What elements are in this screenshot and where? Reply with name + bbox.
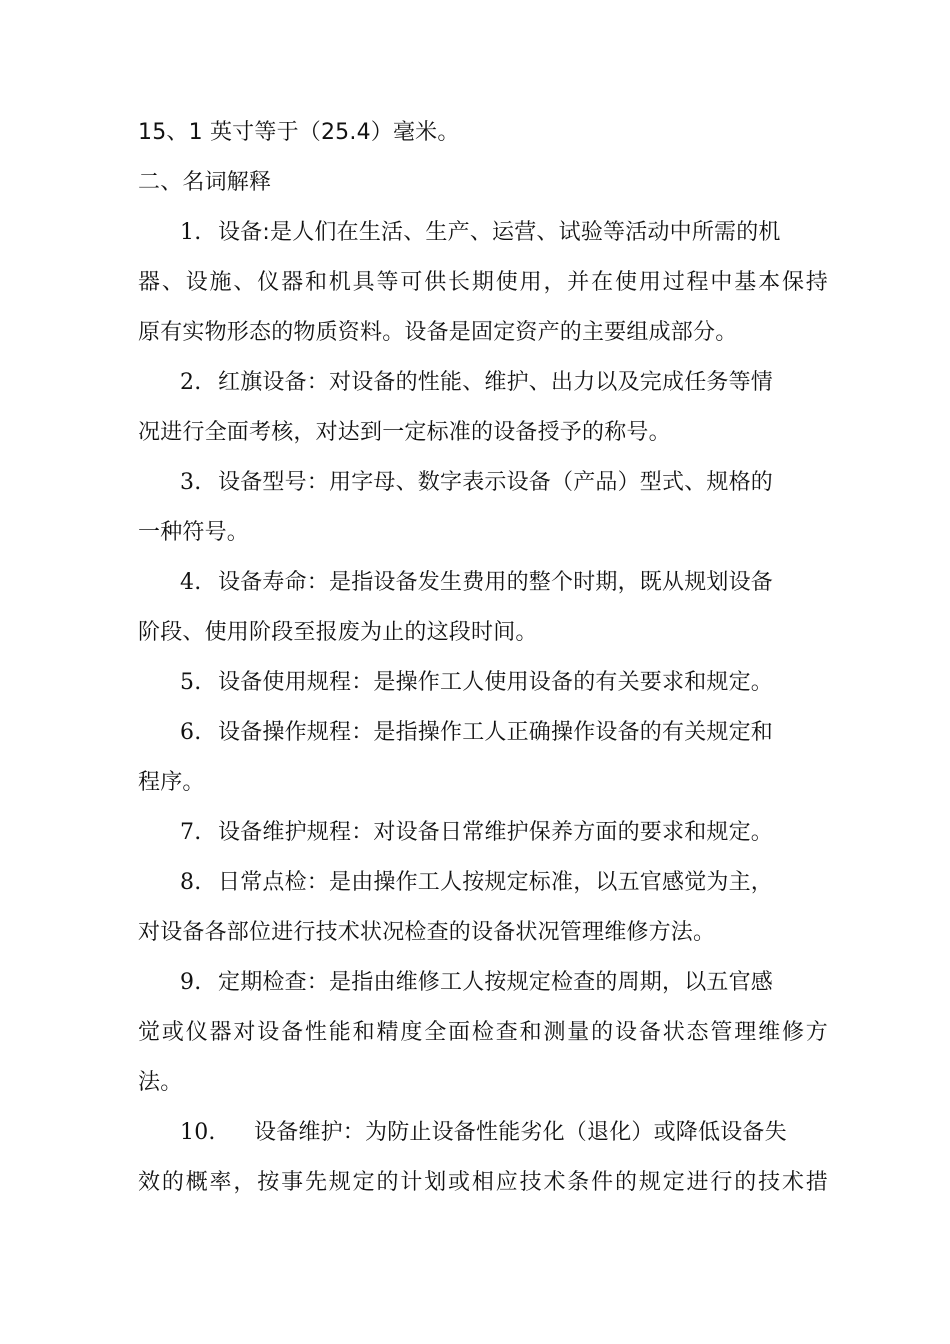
- section-title: 二、名词解释: [138, 170, 272, 195]
- term-4-line-1: [180, 568, 870, 598]
- term-3-text: 设备型号：用字母、数字表示设备（产品）型式、规格的: [218, 470, 774, 495]
- term-1-number: 1.: [180, 220, 202, 245]
- term-3-line-2: 一种符号。: [138, 520, 250, 545]
- term-9-line-1: [180, 968, 870, 998]
- term-9-line-3: 法。: [138, 1070, 183, 1095]
- item-15-text: 15、1 英寸等于（25.4）毫米。: [138, 120, 460, 145]
- term-4-text: 设备寿命：是指设备发生费用的整个时期，既从规划设备: [218, 570, 774, 595]
- term-1-text: 设备:是人们在生活、生产、运营、试验等活动中所需的机: [218, 220, 781, 245]
- term-10-text: 设备维护：为防止设备性能劣化（退化）或降低设备失: [254, 1120, 787, 1145]
- term-8-number: 8.: [180, 870, 202, 895]
- term-2-text: 红旗设备：对设备的性能、维护、出力以及完成任务等情: [218, 370, 774, 395]
- term-6-number: 6.: [180, 720, 202, 745]
- term-3-line-1: [180, 468, 870, 498]
- term-4-line-2: 阶段、使用阶段至报废为止的这段时间。: [138, 620, 538, 645]
- term-8-line-2: 对设备各部位进行技术状况检查的设备状况管理维修方法。: [138, 920, 716, 945]
- term-10-line-1: [180, 1118, 870, 1148]
- term-9-line-2: 觉或仪器对设备性能和精度全面检查和测量的设备状态管理维修方: [138, 1020, 828, 1045]
- term-5-line-1: [180, 668, 870, 698]
- term-3-number: 3.: [180, 470, 202, 495]
- term-2-line-1: [180, 368, 870, 398]
- term-5-number: 5.: [180, 670, 202, 695]
- term-10-line-2: 效的概率，按事先规定的计划或相应技术条件的规定进行的技术措: [138, 1170, 828, 1195]
- term-1-line-2: 器、设施、仪器和机具等可供长期使用，并在使用过程中基本保持: [138, 270, 828, 295]
- term-7-line-1: [180, 818, 870, 848]
- term-8-line-1: [180, 868, 870, 898]
- term-6-line-2: 程序。: [138, 770, 205, 795]
- term-9-number: 9.: [180, 970, 202, 995]
- term-7-text: 设备维护规程：对设备日常维护保养方面的要求和规定。: [218, 820, 774, 845]
- term-8-text: 日常点检：是由操作工人按规定标准，以五官感觉为主，: [218, 870, 774, 895]
- term-4-number: 4.: [180, 570, 202, 595]
- term-2-line-2: 况进行全面考核，对达到一定标准的设备授予的称号。: [138, 420, 671, 445]
- term-6-text: 设备操作规程：是指操作工人正确操作设备的有关规定和: [218, 720, 774, 745]
- term-7-number: 7.: [180, 820, 202, 845]
- term-10-number: 10.: [180, 1120, 216, 1145]
- term-2-number: 2.: [180, 370, 202, 395]
- term-5-text: 设备使用规程：是操作工人使用设备的有关要求和规定。: [218, 670, 774, 695]
- term-6-line-1: [180, 718, 870, 748]
- term-1-line-1: [180, 218, 816, 248]
- term-9-text: 定期检查：是指由维修工人按规定检查的周期，以五官感: [218, 970, 774, 995]
- term-1-line-3: 原有实物形态的物质资料。设备是固定资产的主要组成部分。: [138, 320, 738, 345]
